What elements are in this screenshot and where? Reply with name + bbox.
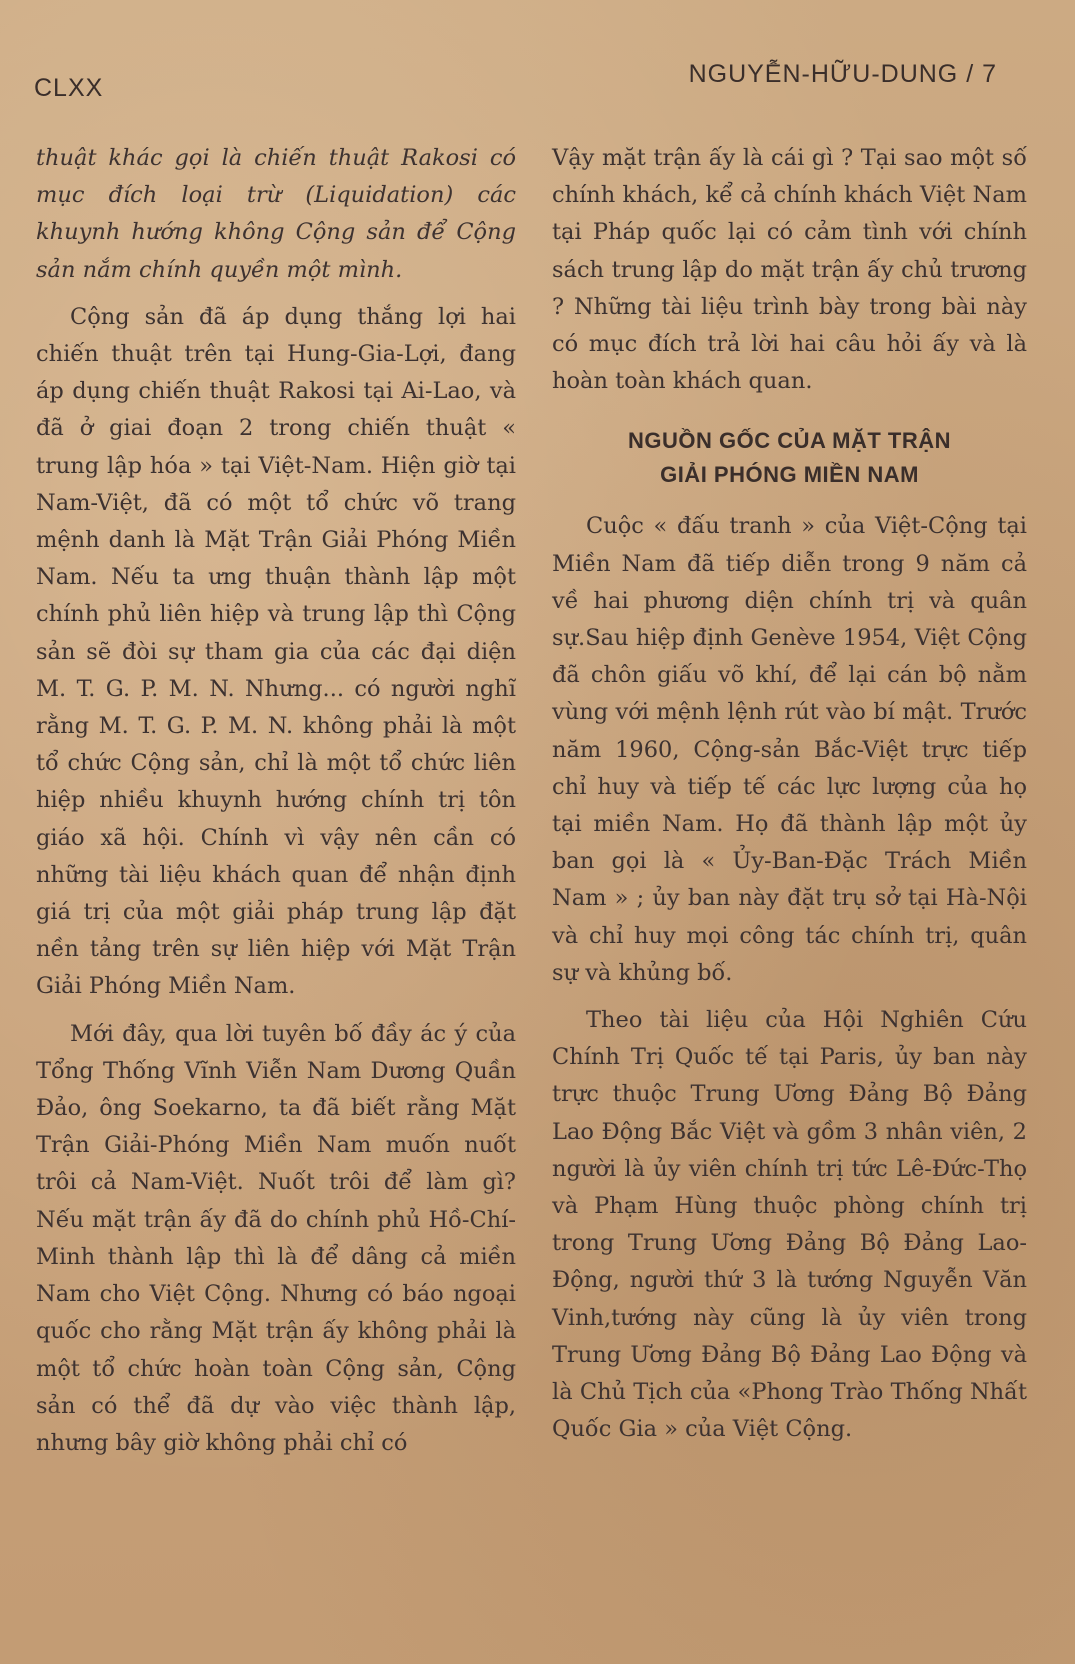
section-heading (552, 424, 1027, 492)
page-section-label: CLXX (34, 74, 104, 102)
left-paragraph-1: Cộng sản đã áp dụng thắng lợi hai chiến thuật trên tại Hung-Gia-Lợi, đang áp dụng chiến thuật Rakosi tại Ai-Lao, và đã ở giai đoạn 2 trong chiến thuật « trung lập hóa » tại Việt-Nam. Hiện giờ tại Nam-Việt, đã có một tổ chức võ trang mệnh danh là Mặt Trận Giải Phóng Miền Nam. Nếu ta ưng thuận thành lập một chính phủ liên hiệp và trung lập thì Cộng sản sẽ đòi sự tham gia của các đại diện M. T. G. P. M. N. Nhưng... có người nghĩ rằng M. T. G. P. M. N. không phải là một tổ chức Cộng sản, chỉ là một tổ chức liên hiệp nhiều khuynh hướng chính trị tôn giáo xã hội. Chính vì vậy nên cần có những tài liệu khách quan để nhận định giá trị của một giải pháp trung lập đặt nền tảng trên sự liên hiệp với Mặt Trận Giải Phóng Miền Nam. (36, 303, 516, 1000)
left-column (36, 140, 516, 1462)
running-header: NGUYỄN-HỮU-DUNG / 7 (688, 60, 997, 88)
right-paragraph-1: Vậy mặt trận ấy là cái gì ? Tại sao một số chính khách, kể cả chính khách Việt Nam tại Pháp quốc lại có cảm tình với chính sách trung lập do mặt trận ấy chủ trương ? Những tài liệu trình bày trong bài này có mục đích trả lời hai câu hỏi ấy và là hoàn toàn khách quan. (552, 145, 1027, 395)
right-paragraph-3: Theo tài liệu của Hội Nghiên Cứu Chính Trị Quốc tế tại Paris, ủy ban này trực thuộc Trung Ương Đảng Bộ Đảng Lao Động Bắc Việt và gồm 3 nhân viên, 2 người là ủy viên chính trị tức Lê-Đức-Thọ và Phạm Hùng thuộc phòng chính trị trong Trung Ương Đảng Bộ Đảng Lao-Động, người thứ 3 là tướng Nguyễn Văn Vinh,tướng này cũng là ủy viên trong Trung Ương Đảng Bộ Đảng Lao Động và là Chủ Tịch của «Phong Trào Thống Nhất Quốc Gia » của Việt Cộng. (552, 1007, 1027, 1443)
section-heading-line-2: GIẢI PHÓNG MIỀN NAM (660, 462, 919, 488)
italic-intro: thuật khác gọi là chiến thuật Rakosi có mục đích loại trừ (Liquidation) các khuynh hướng không Cộng sản để Cộng sản nắm chính quyền một mình. (36, 145, 516, 283)
right-paragraph-2: Cuộc « đấu tranh » của Việt-Cộng tại Miền Nam đã tiếp diễn trong 9 năm cả về hai phương diện chính trị và quân sự.Sau hiệp định Genève 1954, Việt Cộng đã chôn giấu võ khí, để lại cán bộ nằm vùng với mệnh lệnh rút vào bí mật. Trước năm 1960, Cộng-sản Bắc-Việt trực tiếp chỉ huy và tiếp tế các lực lượng của họ tại miền Nam. Họ đã thành lập một ủy ban gọi là « Ủy-Ban-Đặc Trách Miền Nam » ; ủy ban này đặt trụ sở tại Hà-Nội và chỉ huy mọi công tác chính trị, quân sự và khủng bố. (552, 513, 1027, 986)
right-column (552, 140, 1027, 1449)
section-heading-line-1: NGUỒN GỐC CỦA MẶT TRẬN (627, 428, 952, 454)
left-paragraph-2: Mới đây, qua lời tuyên bố đầy ác ý của Tổng Thống Vĩnh Viễn Nam Dương Quần Đảo, ông Soekarno, ta đã biết rằng Mặt Trận Giải-Phóng Miền Nam muốn nuốt trôi cả Nam-Việt. Nuốt trôi để làm gì? Nếu mặt trận ấy đã do chính phủ Hồ-Chí-Minh thành lập thì là để dâng cả miền Nam cho Việt Cộng. Nhưng có báo ngoại quốc cho rằng Mặt trận ấy không phải là một tổ chức hoàn toàn Cộng sản, Cộng sản có thể đã dự vào việc thành lập, nhưng bây giờ không phải chỉ có (36, 1020, 516, 1456)
